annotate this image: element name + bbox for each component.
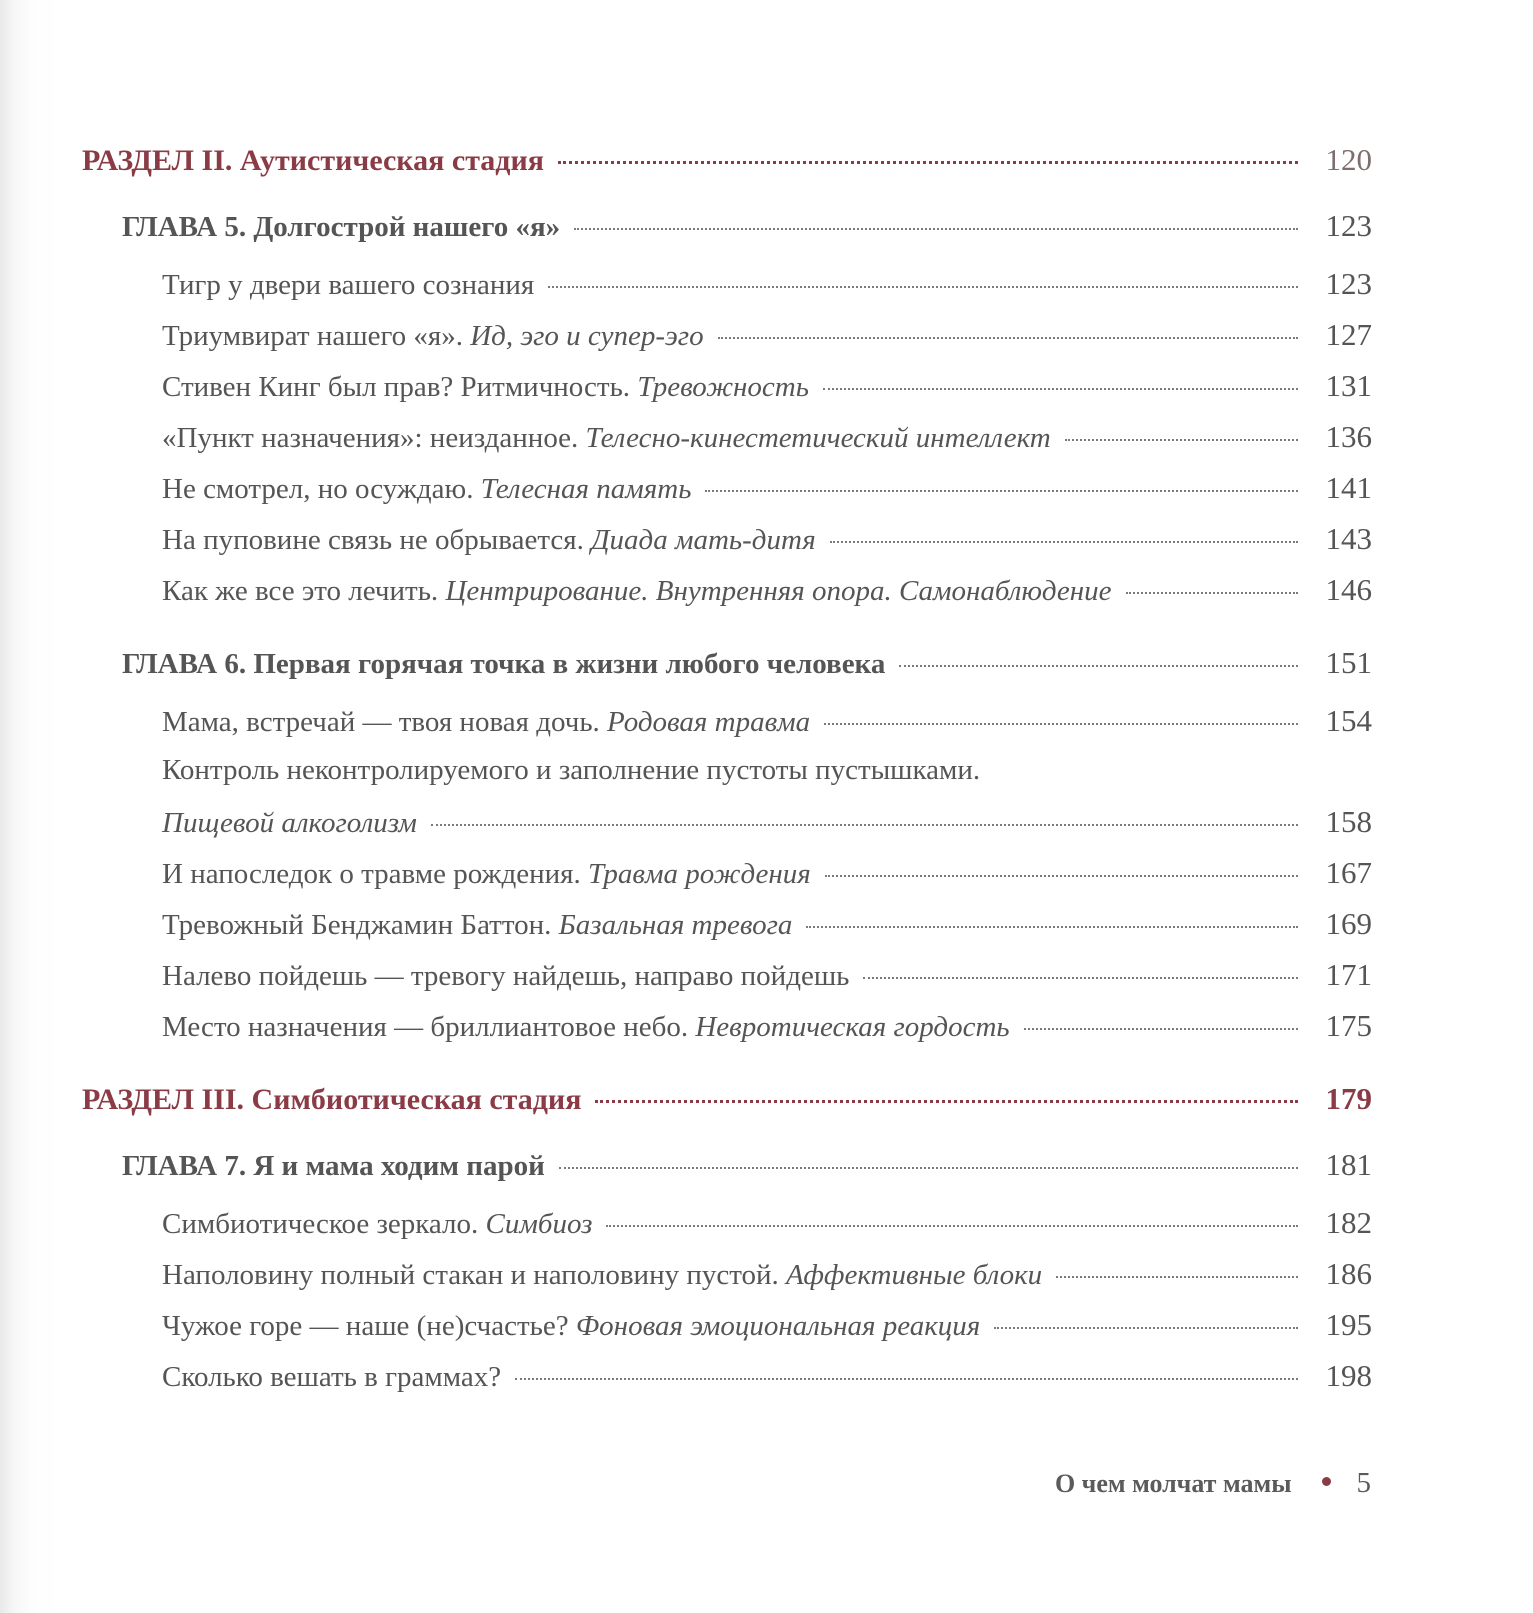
page-number: 141: [1325, 470, 1372, 505]
entry-title: Тигр у двери вашего сознания: [162, 269, 535, 301]
toc-section[interactable]: [82, 142, 1372, 208]
page-number: 136: [1325, 419, 1372, 454]
dot-leader: [1024, 1028, 1298, 1030]
page-number: 179: [1325, 1081, 1372, 1116]
page-number: 158: [1325, 804, 1372, 839]
dot-leader: [515, 1378, 1298, 1380]
entry-title: Контроль неконтролируемого и заполнение пустоты пустышками.: [162, 754, 981, 786]
entry-title: Как же все это лечить. Центрирование. Внутренняя опора. Самонаблюдение: [162, 575, 1112, 607]
toc-entry-line-1[interactable]: [82, 754, 1372, 804]
toc-chapter[interactable]: [82, 645, 1372, 703]
toc-entry[interactable]: [82, 521, 1372, 572]
dot-leader: [1056, 1276, 1298, 1278]
dot-leader: [824, 723, 1298, 725]
page-number: 198: [1325, 1358, 1372, 1393]
entry-title: Налево пойдешь — тревогу найдешь, направо пойдешь: [162, 960, 850, 992]
page-number: 131: [1325, 368, 1372, 403]
page-number: 123: [1325, 266, 1372, 301]
page-number: 182: [1325, 1205, 1372, 1240]
dot-leader: [548, 286, 1298, 288]
toc-entry[interactable]: [82, 266, 1372, 317]
toc-chapter[interactable]: [82, 1147, 1372, 1205]
dot-leader: [899, 665, 1298, 667]
page-number: 181: [1325, 1147, 1372, 1182]
dot-leader: [1065, 439, 1298, 441]
page-number: 146: [1325, 572, 1372, 607]
page-number: 167: [1325, 855, 1372, 890]
entry-title: Чужое горе — наше (не)счастье? Фоновая эмоциональная реакция: [162, 1310, 981, 1342]
page-number: 151: [1325, 645, 1372, 680]
page-number: 127: [1325, 317, 1372, 352]
toc-entry[interactable]: [82, 1256, 1372, 1307]
toc-entry[interactable]: [82, 1205, 1372, 1256]
toc-entry[interactable]: [82, 957, 1372, 1008]
section-title: РАЗДЕЛ II. Аутистическая стадия: [82, 144, 544, 177]
book-title: О чем молчат мамы: [1054, 1469, 1292, 1498]
dot-leader: [574, 228, 1298, 230]
page-number: 143: [1325, 521, 1372, 556]
page-footer: [1055, 1467, 1371, 1500]
page-number: 169: [1325, 906, 1372, 941]
toc-chapter[interactable]: [82, 208, 1372, 266]
toc-entry[interactable]: [82, 906, 1372, 957]
toc-entry[interactable]: [82, 855, 1372, 906]
dot-leader: [825, 875, 1298, 877]
toc-entry[interactable]: [82, 1307, 1372, 1358]
dot-leader: [606, 1225, 1298, 1227]
dot-leader: [994, 1327, 1298, 1329]
chapter-title: ГЛАВА 5. Долгострой нашего «я»: [122, 211, 561, 243]
entry-title: Место назначения — бриллиантовое небо. Невротическая гордость: [162, 1011, 1010, 1043]
dot-leader: [823, 388, 1298, 390]
dot-leader: [559, 1167, 1298, 1169]
entry-title: Сколько вешать в граммах?: [162, 1361, 502, 1393]
entry-title: Тревожный Бенджамин Баттон. Базальная тревога: [162, 909, 793, 941]
bullet-separator-icon: [1322, 1477, 1331, 1486]
entry-title: Мама, встречай — твоя новая дочь. Родовая травма: [162, 706, 811, 738]
toc-entry[interactable]: [82, 368, 1372, 419]
entry-title: На пуповине связь не обрывается. Диада мать-дитя: [162, 524, 816, 556]
toc-entry[interactable]: [82, 317, 1372, 368]
section-title: РАЗДЕЛ III. Симбиотическая стадия: [82, 1083, 582, 1116]
spacer: [82, 1059, 1372, 1081]
dot-leader: [595, 1100, 1298, 1103]
spacer: [82, 623, 1372, 645]
toc-entry[interactable]: [82, 470, 1372, 521]
toc-entry-line-2[interactable]: [82, 804, 1372, 855]
page-number: 154: [1325, 703, 1372, 738]
dot-leader: [863, 977, 1298, 979]
entry-title: Триумвират нашего «я». Ид, эго и супер-эго: [162, 320, 704, 352]
page-number: 186: [1325, 1256, 1372, 1291]
entry-title: Наполовину полный стакан и наполовину пустой. Аффективные блоки: [162, 1259, 1043, 1291]
entry-title: «Пункт назначения»: неизданное. Телесно-кинестетический интеллект: [162, 422, 1051, 454]
page-number: 171: [1325, 957, 1372, 992]
chapter-title: ГЛАВА 6. Первая горячая точка в жизни любого человека: [122, 648, 886, 680]
dot-leader: [705, 490, 1298, 492]
entry-title: И напоследок о травме рождения. Травма рождения: [162, 858, 811, 890]
page-number: 5: [1356, 1467, 1371, 1499]
toc-entry[interactable]: [82, 703, 1372, 754]
toc-section[interactable]: [82, 1081, 1372, 1147]
entry-title: Стивен Кинг был прав? Ритмичность. Тревожность: [162, 371, 809, 403]
page-number: 175: [1325, 1008, 1372, 1043]
toc-entry[interactable]: [82, 572, 1372, 623]
table-of-contents: [82, 142, 1372, 1409]
toc-entry[interactable]: [82, 419, 1372, 470]
dot-leader: [1126, 592, 1298, 594]
dot-leader: [718, 337, 1298, 339]
dot-leader: [830, 541, 1298, 543]
entry-title-continued: Пищевой алкоголизм: [162, 807, 417, 839]
page-number: 123: [1325, 208, 1372, 243]
entry-title: Не смотрел, но осуждаю. Телесная память: [162, 473, 692, 505]
toc-entry[interactable]: [82, 1358, 1372, 1409]
toc-entry[interactable]: [82, 1008, 1372, 1059]
dot-leader: [558, 161, 1298, 164]
page-number: 195: [1325, 1307, 1372, 1342]
page-number: 120: [1325, 142, 1372, 177]
chapter-title: ГЛАВА 7. Я и мама ходим парой: [122, 1150, 545, 1182]
entry-title: Симбиотическое зеркало. Симбиоз: [162, 1208, 593, 1240]
dot-leader: [806, 926, 1298, 928]
dot-leader: [431, 824, 1298, 826]
